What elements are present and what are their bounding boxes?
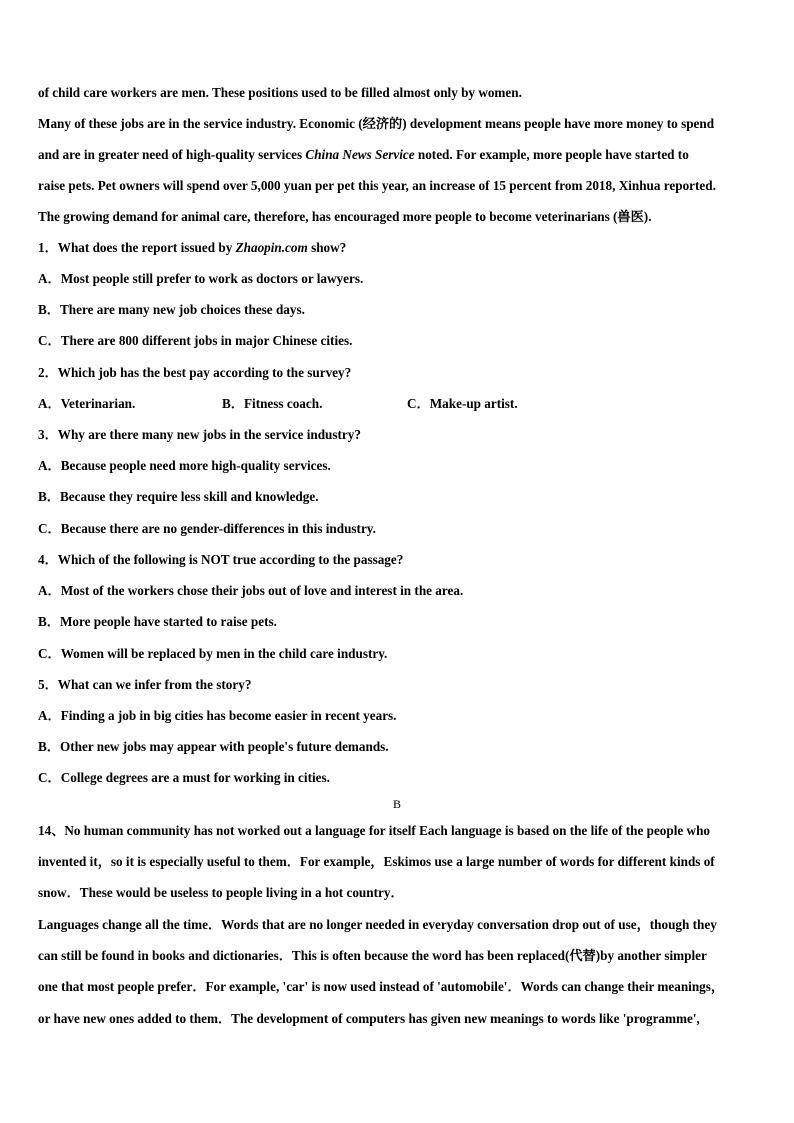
text-span: 1．What does the report issued by <box>38 240 236 255</box>
passage-line: invented it，so it is especially useful to them．For example，Eskimos use a large number of words for different kinds of <box>38 854 715 869</box>
option: B．More people have started to raise pets. <box>38 614 277 629</box>
text-span: show? <box>307 240 347 255</box>
option: B．Fitness coach. <box>222 396 323 411</box>
passage-line: or have new ones added to them．The development of computers has given new meanings to words like 'programme', <box>38 1011 700 1026</box>
passage-line: of child care workers are men. These positions used to be filled almost only by women. <box>38 85 522 100</box>
website-name: Zhaopin.com <box>235 240 308 255</box>
text-span: noted. For example, more people have started to <box>414 147 689 162</box>
option: A．Most of the workers chose their jobs out of love and interest in the area. <box>38 583 464 598</box>
option: C．There are 800 different jobs in major Chinese cities. <box>38 333 353 348</box>
option: A．Most people still prefer to work as doctors or lawyers. <box>38 271 364 286</box>
option: B．Other new jobs may appear with people's future demands. <box>38 739 389 754</box>
option: C．College degrees are a must for working in cities. <box>38 770 330 785</box>
passage-line: Many of these jobs are in the service industry. Economic (经济的) development means people have more money to spend <box>38 116 715 131</box>
section-heading: B <box>392 797 401 811</box>
passage-line <box>38 147 768 163</box>
question-1 <box>38 240 768 256</box>
option: C．Because there are no gender-differences in this industry. <box>38 521 376 536</box>
source-name: China News Service <box>305 147 415 162</box>
option: B．There are many new job choices these days. <box>38 302 305 317</box>
passage-line: Languages change all the time．Words that are no longer needed in everyday conversation drop out of use，though they <box>38 917 717 932</box>
question-3: 3．Why are there many new jobs in the service industry? <box>38 427 361 442</box>
passage-line: The growing demand for animal care, therefore, has encouraged more people to become veterinarians (兽医). <box>38 209 652 224</box>
passage-line: can still be found in books and dictionaries．This is often because the word has been replaced(代替)by another simpler <box>38 948 707 963</box>
option: C．Women will be replaced by men in the child care industry. <box>38 646 388 661</box>
option: B．Because they require less skill and knowledge. <box>38 489 319 504</box>
passage-line: 14、No human community has not worked out a language for itself Each language is based on the life of the people who <box>38 823 710 838</box>
question-2: 2．Which job has the best pay according to the survey? <box>38 365 352 380</box>
option: A．Finding a job in big cities has become easier in recent years. <box>38 708 397 723</box>
passage-line: raise pets. Pet owners will spend over 5,000 yuan per pet this year, an increase of 15 percent from 2018, Xinhua reported. <box>38 178 716 193</box>
question-4: 4．Which of the following is NOT true according to the passage? <box>38 552 404 567</box>
text-span: and are in greater need of high-quality services <box>38 147 306 162</box>
option: A．Veterinarian. <box>38 396 136 411</box>
passage-line: one that most people prefer．For example, 'car' is now used instead of 'automobile'．Words can change their meanings， <box>38 979 725 994</box>
passage-line: snow．These would be useless to people living in a hot country． <box>38 885 404 900</box>
option: C．Make-up artist. <box>407 396 518 411</box>
option: A．Because people need more high-quality services. <box>38 458 331 473</box>
question-5: 5．What can we infer from the story? <box>38 677 252 692</box>
